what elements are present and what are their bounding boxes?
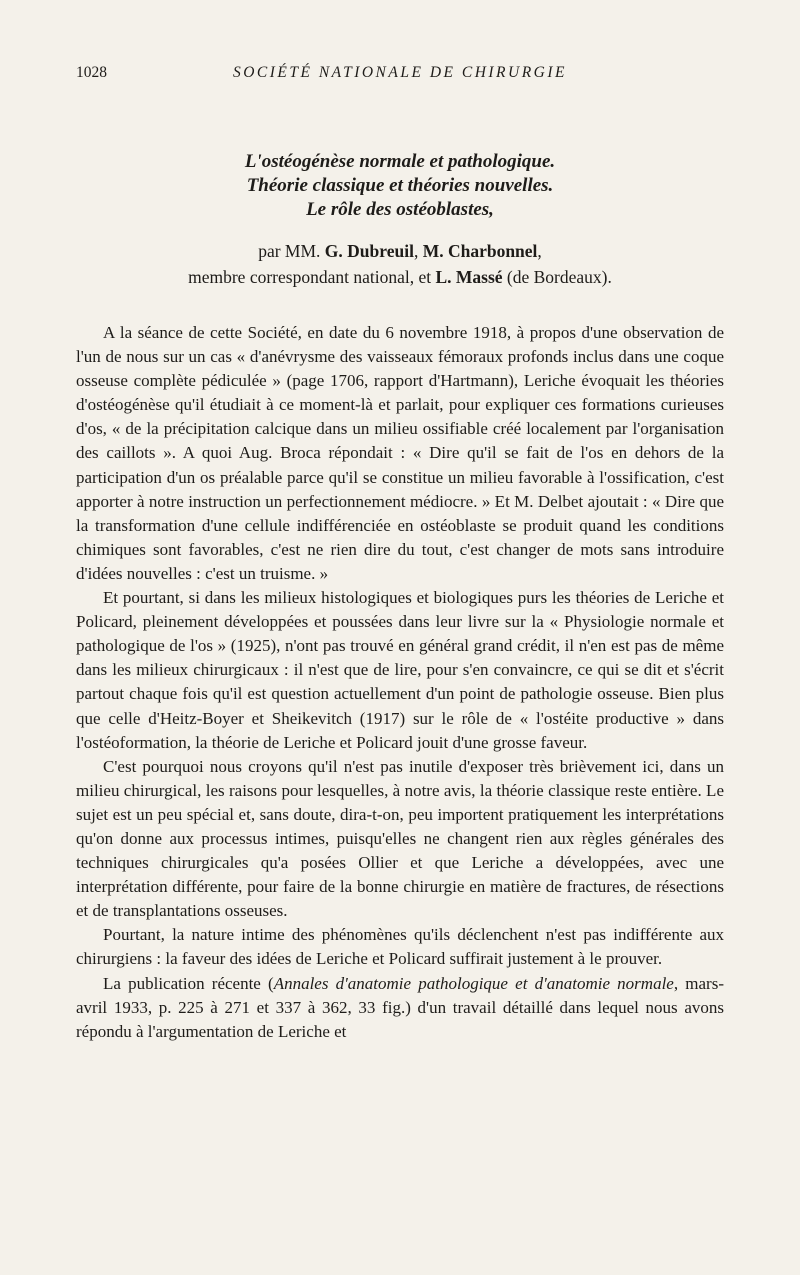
authors-separator-1: ,: [413, 241, 423, 261]
paragraph-4: Pourtant, la nature intime des phénomènes qu'ils déclenchent n'est pas indifférente aux chirurgiens : la faveur des idées de Leriche et Policard suffirait justement à le prouver.: [76, 925, 724, 969]
title-line-3: Le rôle des ostéoblastes,: [306, 199, 494, 220]
authors-line-1: [76, 238, 724, 264]
title-line-2: Théorie classique et théories nouvelles.: [246, 175, 554, 196]
author-dubreuil: G. Dubreuil: [324, 241, 414, 261]
authors-affiliation: (de Bordeaux).: [502, 267, 612, 287]
authors-prefix: par MM.: [258, 241, 325, 261]
page-number: 1028: [76, 64, 107, 81]
paragraph-5: [76, 972, 724, 1044]
paragraph-3: C'est pourquoi nous croyons qu'il n'est pas inutile d'exposer très brièvement ici, dans un milieu chirurgical, les raisons pour lesquelles, à notre avis, la théorie classique reste entière. Le sujet est un peu spécial et, sans doute, dira-t-on, peu importent pratiquement les interprétations qu'on donne aux processus intimes, puisqu'elles ne changent rien aux règles générales des techniques chirurgicales qu'a posées Ollier et que Leriche a développées, avec une interprétation différente, pour faire de la bonne chirurgie en matière de fractures, de résections et de transplantations osseuses.: [76, 756, 724, 921]
authors-line-2: [76, 264, 724, 290]
paragraph-5-start: La publication récente (: [103, 973, 274, 993]
journal-citation: Annales d'anatomie pathologique et d'anatomie normale: [273, 973, 674, 993]
authors-block: [76, 238, 724, 290]
authors-separator-2: ,: [537, 241, 542, 261]
title-line-1: L'ostéogénèse normale et pathologique.: [244, 151, 556, 172]
author-charbonnel: M. Charbonnel: [422, 241, 538, 261]
paragraph-2: Et pourtant, si dans les milieux histologiques et biologiques purs les théories de Leriche et Policard, pleinement développées et poussées dans leur livre sur la « Physiologie normale et pathologique de l'os » (1925), n'ont pas trouvé en général grand crédit, il n'en est pas de même dans les milieux chirurgicaux : il n'est que de lire, pour s'en convaincre, ce qui se dit et s'écrit partout chaque fois qu'il est question actuellement d'un point de pathologie osseuse. Bien plus que celle d'Heitz-Boyer et Sheikevitch (1917) sur le rôle de « l'ostéite productive » dans l'ostéoformation, la théorie de Leriche et Policard jouit d'une grosse faveur.: [76, 588, 724, 752]
paragraph-1: A la séance de cette Société, en date du 6 novembre 1918, à propos d'une observation de l'un de nous sur un cas « d'anévrysme des vaisseaux fémoraux profonds inclus dans une coque osseuse complète pédiculée » (page 1706, rapport d'Hartmann), Leriche évoquait les théories d'ostéogénèse qu'il étudiait à ce moment-là et parlait, pour expliquer ces formations curieuses d'os, « de la précipitation calcique dans un milieu ossifiable créé localement par l'organisation des caillots ». A quoi Aug. Broca répondait : « Dire qu'il se fait de l'os en dehors de la participation d'un os préalable parce qu'il se constitue un milieu favorable à l'ossification, c'est apporter à notre instruction un perfectionnement médiocre. » Et M. Delbet ajoutait : « Dire que la transformation d'une cellule indifférenciée en ostéoblaste se produit quand les conditions chimiques sont favorables, c'est ne rien dire du tout, c'est changer de mots sans introduire d'idées nouvelles : c'est un truisme. »: [76, 323, 724, 583]
article-body: [76, 321, 724, 1044]
running-header: [76, 64, 724, 88]
article-title: [76, 150, 724, 222]
author-masse: L. Massé: [435, 267, 503, 287]
journal-title: SOCIÉTÉ NATIONALE DE CHIRURGIE: [232, 64, 568, 81]
authors-role: membre correspondant national, et: [188, 267, 436, 287]
paragraph-5-rest: , mars-avril 1933, p. 225 à 271 et 337 à 362, 33 fig.) d'un travail détaillé dans lequel nous avons répondu à l'argumentation de Leriche et: [76, 973, 724, 1041]
